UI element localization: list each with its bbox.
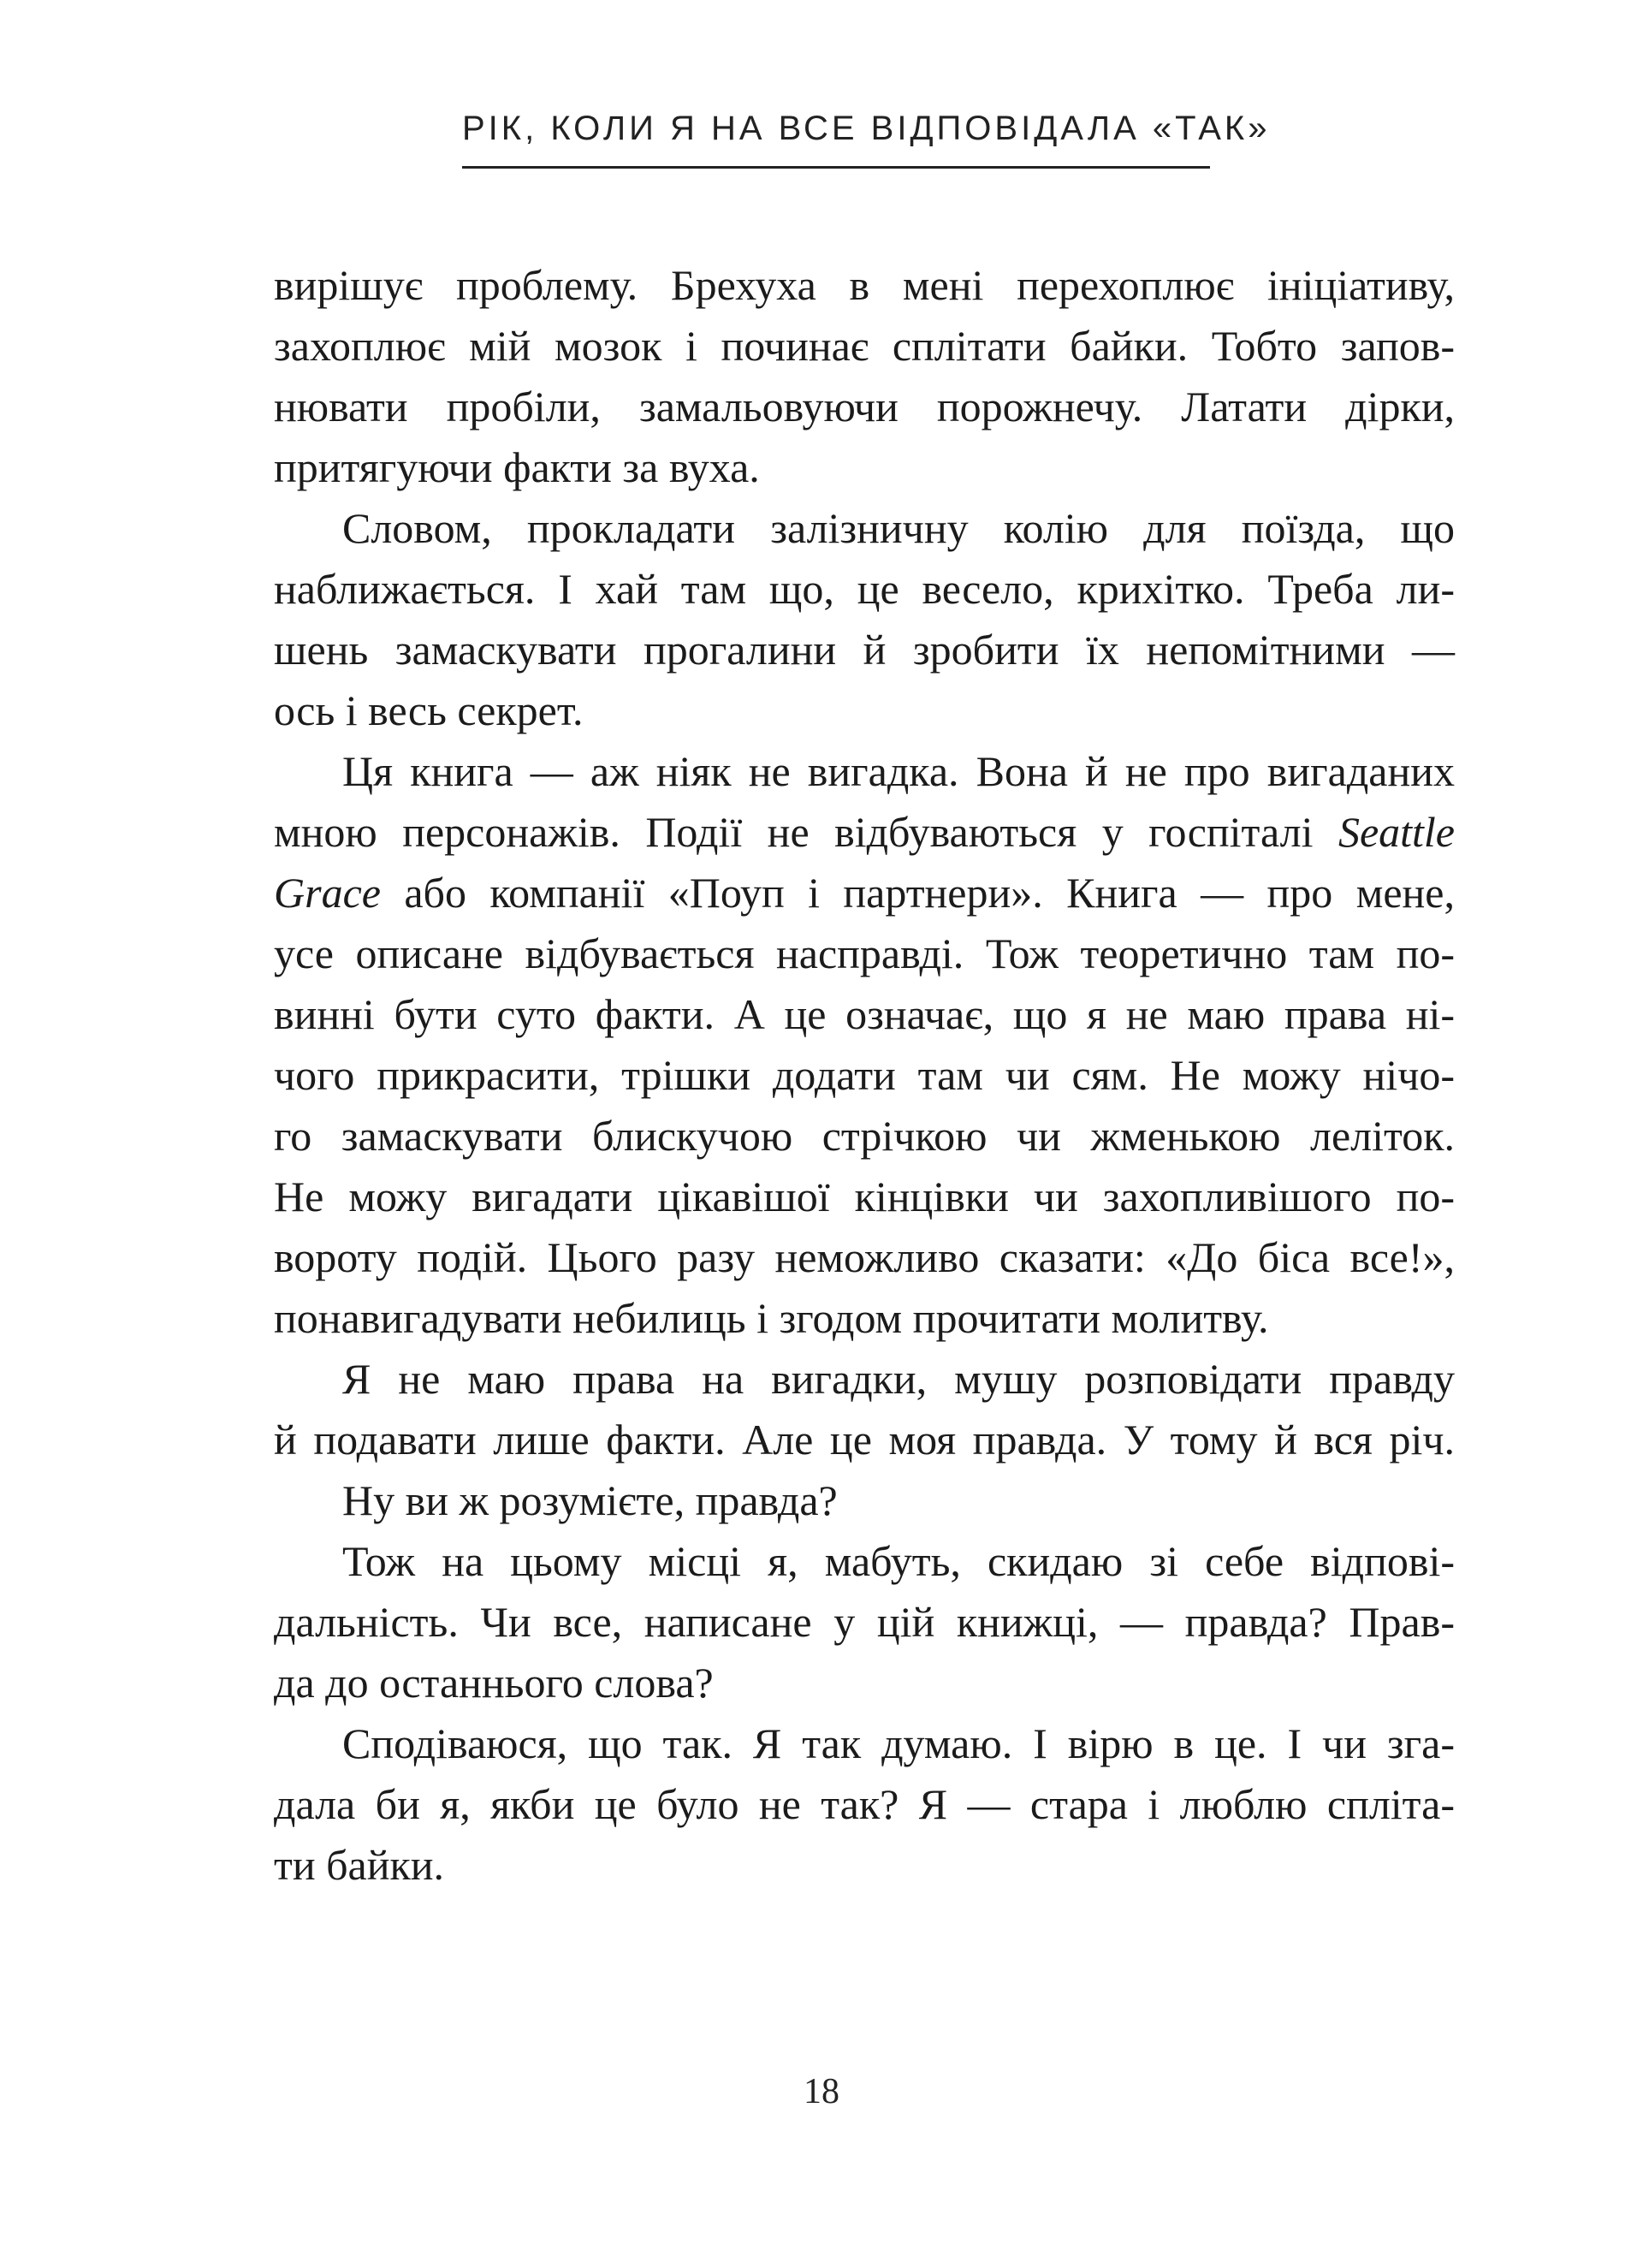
text-line: вирішує проблему. Брехуха в мені перехоплює ініціативу,	[274, 261, 1455, 309]
italic-term: Seattle	[1338, 808, 1455, 856]
text-line: наближається. І хай там що, це весело, крихітко. Треба ли-	[274, 565, 1455, 613]
text-line: Я не маю права на вигадки, мушу розповідати правду	[342, 1355, 1455, 1403]
text-line: Ну ви ж розумієте, правда?	[342, 1476, 838, 1524]
text-line: винні бути суто факти. А це означає, що я не маю права ні-	[274, 990, 1455, 1038]
text-line: захоплює мій мозок і починає сплітати байки. Тобто запов-	[274, 322, 1455, 370]
text-line: вороту подій. Цього разу неможливо сказати: «До біса все!»,	[274, 1233, 1455, 1281]
text-line: й подавати лише факти. Але це моя правда. У тому й вся річ.	[274, 1416, 1455, 1464]
text-segment: або компанії «Поуп і партнери». Книга — про мене,	[380, 869, 1455, 917]
text-line: Не можу вигадати цікавішої кінцівки чи захопливішого по-	[274, 1173, 1455, 1220]
running-title: РІК, КОЛИ Я НА ВСЕ ВІДПОВІДАЛА «ТАК»	[462, 110, 1271, 147]
italic-term: Grace	[274, 869, 381, 917]
text-line: ти байки.	[274, 1841, 445, 1889]
text-line: го замаскувати блискучою стрічкою чи жменькою леліток.	[274, 1112, 1455, 1160]
text-line: да до останнього слова?	[274, 1659, 714, 1707]
text-line: Тож на цьому місці я, мабуть, скидаю зі себе відпові-	[342, 1537, 1455, 1585]
text-line	[274, 861, 1455, 924]
header-rule	[462, 166, 1210, 169]
text-line: Словом, прокладати залізничну колію для поїзда, що	[342, 504, 1455, 552]
text-line: Сподіваюся, що так. Я так думаю. І вірю в це. І чи зга-	[342, 1719, 1455, 1767]
text-line: усе описане відбувається насправді. Тож теоретично там по-	[274, 929, 1455, 977]
text-line	[274, 800, 1455, 864]
text-line: шень замаскувати прогалини й зробити їх непомітними —	[274, 626, 1455, 674]
text-line: Ця книга — аж ніяк не вигадка. Вона й не про вигаданих	[342, 747, 1455, 795]
text-line: притягуючи факти за вуха.	[274, 443, 760, 491]
page-number: 18	[804, 2072, 839, 2111]
text-line: ось і весь секрет.	[274, 686, 584, 734]
text-line: дала би я, якби це було не так? Я — стара і люблю спліта-	[274, 1780, 1455, 1828]
text-line: чого прикрасити, трішки додати там чи сям. Не можу нічо-	[274, 1051, 1455, 1099]
text-line: нювати пробіли, замальовуючи порожнечу. Латати дірки,	[274, 383, 1455, 430]
text-segment: мною персонажів. Події не відбуваються у госпіталі	[274, 808, 1338, 856]
text-line: дальність. Чи все, написане у цій книжці, — правда? Прав-	[274, 1598, 1455, 1646]
text-line: понавигадувати небилиць і згодом прочитати молитву.	[274, 1294, 1269, 1342]
